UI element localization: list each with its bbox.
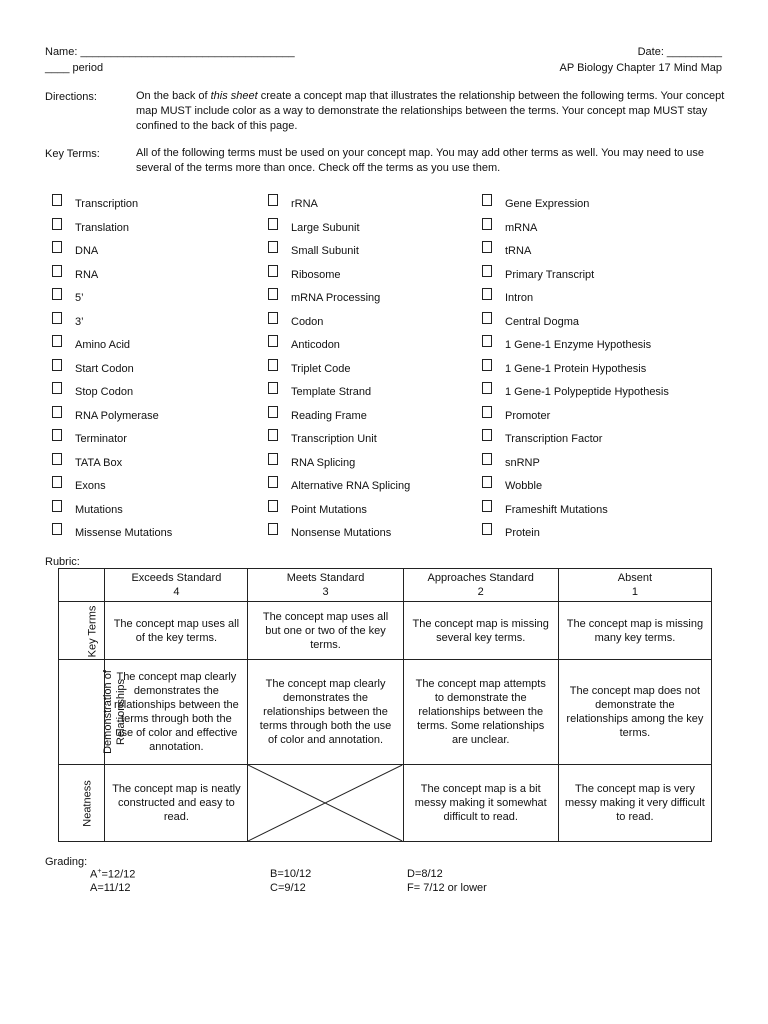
period-field[interactable]: ____ period: [45, 62, 104, 74]
term-item: [268, 241, 488, 265]
grade-b: B=10/12: [270, 868, 312, 880]
rubric-cell: The concept map attempts to demonstrate the relationships between the terms. Some relationships are unclear.: [403, 660, 558, 765]
term-label: Anticodon: [291, 339, 340, 351]
term-label: rRNA: [291, 198, 318, 210]
terms-column-1: [52, 194, 272, 547]
directions-text: On the back of this sheet create a concept map that illustrates the relationship between the following terms. Your concept map MUST include color as a way to demonstrate the relationships between the terms. Your concept map MUST stay confined to the back of this page.: [136, 90, 725, 132]
term-label: Primary Transcript: [505, 268, 595, 281]
term-checkbox[interactable]: [268, 194, 278, 206]
term-checkbox[interactable]: [268, 429, 278, 441]
term-item: [52, 218, 272, 242]
term-item: [268, 288, 488, 312]
term-label: Nonsense Mutations: [291, 527, 392, 539]
term-item: [482, 312, 702, 336]
term-checkbox[interactable]: [52, 406, 62, 418]
term-label: Codon: [291, 315, 324, 328]
grade-c: C=9/12: [270, 882, 306, 894]
rubric-header-exceeds: Exceeds Standard 4: [105, 569, 248, 602]
term-item: [52, 500, 272, 524]
term-label: Promoter: [505, 409, 551, 422]
term-label: 1 Gene-1 Enzyme Hypothesis: [505, 339, 652, 351]
term-item: [268, 406, 488, 430]
term-checkbox[interactable]: [482, 500, 492, 512]
term-checkbox[interactable]: [52, 241, 62, 253]
term-checkbox[interactable]: [268, 218, 278, 230]
grade-d: D=8/12: [407, 868, 443, 880]
term-label: Terminator: [75, 433, 127, 445]
rubric-row-label: Neatness: [59, 765, 105, 842]
term-label: TATA Box: [75, 456, 123, 469]
term-item: [52, 194, 272, 218]
term-label: Stop Codon: [75, 386, 134, 398]
term-checkbox[interactable]: [52, 382, 62, 394]
term-checkbox[interactable]: [482, 265, 492, 277]
term-label: Ribosome: [291, 268, 341, 281]
term-label: Transcription: [75, 198, 139, 210]
course-title: AP Biology Chapter 17 Mind Map: [559, 62, 722, 74]
grade-a-plus: A+=12/12: [90, 868, 136, 881]
term-checkbox[interactable]: [52, 500, 62, 512]
rubric-cell: The concept map is very messy making it very difficult to read.: [558, 765, 711, 842]
term-label: RNA Splicing: [291, 456, 356, 469]
term-label: Small Subunit: [291, 245, 359, 257]
rubric-table: [58, 568, 712, 842]
term-item: [482, 241, 702, 265]
term-checkbox[interactable]: [268, 265, 278, 277]
term-item: [482, 359, 702, 383]
rubric-cell: The concept map is neatly constructed and easy to read.: [105, 765, 248, 842]
term-item: [482, 429, 702, 453]
term-checkbox[interactable]: [482, 382, 492, 394]
rubric-cell: The concept map is missing many key terms.: [558, 602, 711, 660]
rubric-row-label: Key Terms: [59, 602, 105, 660]
term-item: [52, 476, 272, 500]
term-checkbox[interactable]: [482, 359, 492, 371]
term-label: snRNP: [505, 456, 540, 469]
term-checkbox[interactable]: [482, 288, 492, 300]
term-item: [482, 500, 702, 524]
term-label: RNA Polymerase: [75, 409, 159, 422]
term-checkbox[interactable]: [52, 453, 62, 465]
term-item: [268, 382, 488, 406]
term-checkbox[interactable]: [52, 335, 62, 347]
term-checkbox[interactable]: [482, 241, 492, 253]
term-label: Wobble: [505, 480, 543, 492]
term-item: [52, 406, 272, 430]
rubric-label: Rubric:: [45, 556, 80, 568]
term-item: [268, 218, 488, 242]
grade-a: A=11/12: [90, 882, 131, 894]
term-label: Transcription Unit: [291, 433, 377, 445]
term-item: [268, 312, 488, 336]
term-label: Alternative RNA Splicing: [291, 480, 411, 492]
term-item: [52, 359, 272, 383]
rubric-row-key-terms: [59, 602, 712, 660]
rubric-row-label: Demonstration of Relationships: [59, 660, 105, 765]
term-label: RNA: [75, 268, 99, 281]
term-label: 5’: [75, 292, 84, 304]
grading-label: Grading:: [45, 856, 88, 868]
term-checkbox[interactable]: [482, 406, 492, 418]
rubric-row-relationships: [59, 660, 712, 765]
term-item: [268, 523, 488, 547]
term-label: 1 Gene-1 Protein Hypothesis: [505, 362, 647, 375]
term-label: Template Strand: [291, 386, 372, 398]
term-label: Gene Expression: [505, 198, 590, 210]
term-checkbox[interactable]: [268, 241, 278, 253]
term-label: Start Codon: [75, 362, 134, 375]
term-item: [268, 359, 488, 383]
term-checkbox[interactable]: [268, 453, 278, 465]
term-label: Exons: [75, 480, 106, 492]
rubric-header-approaches: Approaches Standard 2: [403, 569, 558, 602]
term-label: 1 Gene-1 Polypeptide Hypothesis: [505, 386, 669, 398]
term-label: Missense Mutations: [75, 527, 173, 539]
term-item: [52, 241, 272, 265]
term-label: Triplet Code: [291, 362, 351, 375]
term-item: [52, 523, 272, 547]
term-item: [268, 265, 488, 289]
term-item: [482, 194, 702, 218]
term-label: mRNA: [505, 221, 538, 234]
term-checkbox[interactable]: [482, 523, 492, 535]
term-item: [52, 265, 272, 289]
term-checkbox[interactable]: [52, 194, 62, 206]
term-item: [268, 476, 488, 500]
term-checkbox[interactable]: [482, 476, 492, 488]
term-checkbox[interactable]: [268, 523, 278, 535]
term-checkbox[interactable]: [52, 218, 62, 230]
term-checkbox[interactable]: [52, 312, 62, 324]
term-item: [482, 288, 702, 312]
rubric-cell: The concept map uses all but one or two of the key terms.: [248, 602, 403, 660]
term-checkbox[interactable]: [482, 194, 492, 206]
rubric-row-neatness: [59, 765, 712, 842]
term-label: Amino Acid: [75, 339, 131, 351]
term-checkbox[interactable]: [268, 406, 278, 418]
term-item: [482, 523, 702, 547]
term-item: [482, 335, 702, 359]
term-label: Translation: [75, 221, 130, 234]
term-label: Reading Frame: [291, 409, 367, 422]
key-terms-label: Key Terms:: [45, 148, 100, 160]
term-checkbox[interactable]: [268, 382, 278, 394]
term-checkbox[interactable]: [52, 265, 62, 277]
rubric-header-absent: Absent 1: [558, 569, 711, 602]
term-item: [268, 194, 488, 218]
term-label: Protein: [505, 527, 540, 539]
rubric-cell: The concept map clearly demonstrates the relationships between the terms through both the use of color and annotation.: [248, 660, 403, 765]
term-checkbox[interactable]: [482, 429, 492, 441]
term-item: [52, 335, 272, 359]
term-item: [482, 406, 702, 430]
term-item: [52, 288, 272, 312]
rubric-header-row: [59, 569, 712, 602]
term-checkbox[interactable]: [52, 476, 62, 488]
term-item: [52, 312, 272, 336]
terms-column-3: [482, 194, 702, 547]
term-checkbox[interactable]: [482, 335, 492, 347]
term-item: [482, 382, 702, 406]
rubric-cell: The concept map does not demonstrate the relationships among the key terms.: [558, 660, 711, 765]
term-checkbox[interactable]: [52, 359, 62, 371]
rubric-cell: The concept map uses all of the key terms.: [105, 602, 248, 660]
term-label: 3’: [75, 315, 84, 328]
term-checkbox[interactable]: [482, 453, 492, 465]
term-label: DNA: [75, 245, 99, 257]
term-label: Frameshift Mutations: [505, 503, 608, 516]
term-checkbox[interactable]: [482, 312, 492, 324]
term-checkbox[interactable]: [268, 288, 278, 300]
key-terms-instructions: All of the following terms must be used on your concept map. You may add other terms as well. You may need to use several of the terms more than once. Check off the terms as you use them.: [136, 147, 705, 174]
term-item: [268, 453, 488, 477]
term-label: mRNA Processing: [291, 292, 381, 304]
term-checkbox[interactable]: [268, 335, 278, 347]
term-item: [268, 429, 488, 453]
term-checkbox[interactable]: [52, 288, 62, 300]
term-checkbox[interactable]: [268, 476, 278, 488]
rubric-cell: The concept map clearly demonstrates the relationships between the terms through both the use of color and effective annotation.: [105, 660, 248, 765]
term-label: Point Mutations: [291, 503, 367, 516]
term-item: [482, 265, 702, 289]
term-checkbox[interactable]: [268, 312, 278, 324]
term-label: Intron: [505, 292, 534, 304]
rubric-crossed-out-cell: [248, 765, 403, 842]
term-item: [52, 453, 272, 477]
term-label: Transcription Factor: [505, 433, 603, 445]
term-item: [482, 453, 702, 477]
term-label: Mutations: [75, 503, 123, 516]
term-item: [52, 429, 272, 453]
term-label: Central Dogma: [505, 315, 579, 328]
term-checkbox[interactable]: [52, 523, 62, 535]
term-item: [482, 476, 702, 500]
directions-emphasis: this sheet: [210, 90, 258, 102]
cross-out-mark: [248, 765, 402, 841]
term-checkbox[interactable]: [482, 218, 492, 230]
term-item: [268, 335, 488, 359]
date-field[interactable]: Date: _________: [637, 46, 722, 58]
rubric-cell: The concept map is a bit messy making it somewhat difficult to read.: [403, 765, 558, 842]
rubric-cell: The concept map is missing several key terms.: [403, 602, 558, 660]
name-field[interactable]: Name: ___________________________________: [45, 46, 295, 58]
term-label: tRNA: [505, 245, 532, 257]
rubric-corner-cell: [59, 569, 105, 602]
term-item: [52, 382, 272, 406]
directions-label: Directions:: [45, 91, 97, 103]
term-item: [268, 500, 488, 524]
term-label: Large Subunit: [291, 221, 360, 234]
term-checkbox[interactable]: [52, 429, 62, 441]
terms-column-2: [268, 194, 488, 547]
term-checkbox[interactable]: [268, 500, 278, 512]
term-checkbox[interactable]: [268, 359, 278, 371]
grade-f: F= 7/12 or lower: [407, 882, 487, 894]
rubric-header-meets: Meets Standard 3: [248, 569, 403, 602]
term-item: [482, 218, 702, 242]
